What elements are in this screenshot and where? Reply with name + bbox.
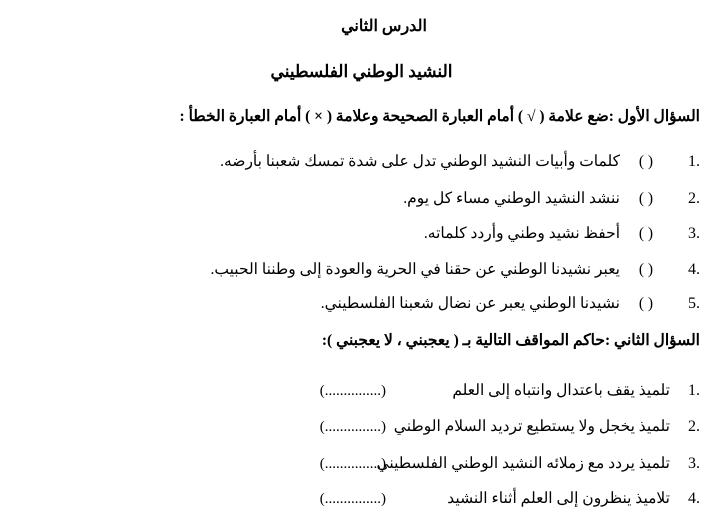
list-item <box>320 417 700 436</box>
list-item <box>320 454 700 473</box>
item-number: .4 <box>688 490 700 507</box>
list-item <box>403 189 700 208</box>
item-number: .3 <box>688 225 700 242</box>
item-number: .2 <box>688 418 700 435</box>
item-number: .2 <box>688 190 700 207</box>
item-number: .4 <box>688 261 700 278</box>
list-item <box>211 260 701 279</box>
page-title: النشيد الوطني الفلسطيني <box>270 62 453 81</box>
list-item <box>321 294 700 313</box>
answer-paren: ( ) <box>638 190 654 207</box>
item-text: يعبر نشيدنا الوطني عن حقنا في الحرية والعودة إلى وطننا الحبيب. <box>210 261 620 278</box>
list-item <box>424 224 700 243</box>
answer-paren: ( ) <box>638 261 654 278</box>
lesson-label: الدرس الثاني <box>341 18 427 35</box>
list-item <box>320 381 700 400</box>
item-text: تلميذ يخجل ولا يستطيع ترديد السلام الوطني <box>393 418 670 435</box>
item-text: تلاميذ ينظرون إلى العلم أثناء النشيد <box>447 490 670 507</box>
item-number: .3 <box>688 455 700 472</box>
item-number: .5 <box>688 295 700 312</box>
item-text: نشيدنا الوطني يعبر عن نضال شعبنا الفلسطيني. <box>320 295 620 312</box>
answer-blank: (...............) <box>319 456 386 472</box>
answer-paren: ( ) <box>638 153 654 170</box>
question1-heading: السؤال الأول :ضع علامة ( √ ) أمام العبارة الصحيحة وعلامة ( × ) أمام العبارة الخطأ : <box>179 108 700 125</box>
answer-paren: ( ) <box>638 225 654 242</box>
answer-blank: (...............) <box>319 383 386 399</box>
answer-paren: ( ) <box>638 295 654 312</box>
answer-blank: (...............) <box>319 491 386 507</box>
item-number: .1 <box>688 153 700 170</box>
item-text: أحفظ نشيد وطني وأردد كلماته. <box>423 225 620 242</box>
item-number: .1 <box>688 382 700 399</box>
list-item <box>320 489 700 508</box>
item-text: تلميذ يردد مع زملائه النشيد الوطني الفلسطيني <box>376 455 670 472</box>
list-item <box>220 152 700 171</box>
question2-heading: السؤال الثاني :حاكم المواقف التالية بـ ( يعجبني ، لا يعجبني ): <box>321 332 700 349</box>
item-text: كلمات وأبيات النشيد الوطني تدل على شدة تمسك شعبنا بأرضه. <box>220 153 620 170</box>
item-text: تلميذ يقف باعتدال وانتباه إلى العلم <box>452 382 670 399</box>
item-text: ننشد النشيد الوطني مساء كل يوم. <box>403 190 620 207</box>
answer-blank: (...............) <box>319 419 386 435</box>
